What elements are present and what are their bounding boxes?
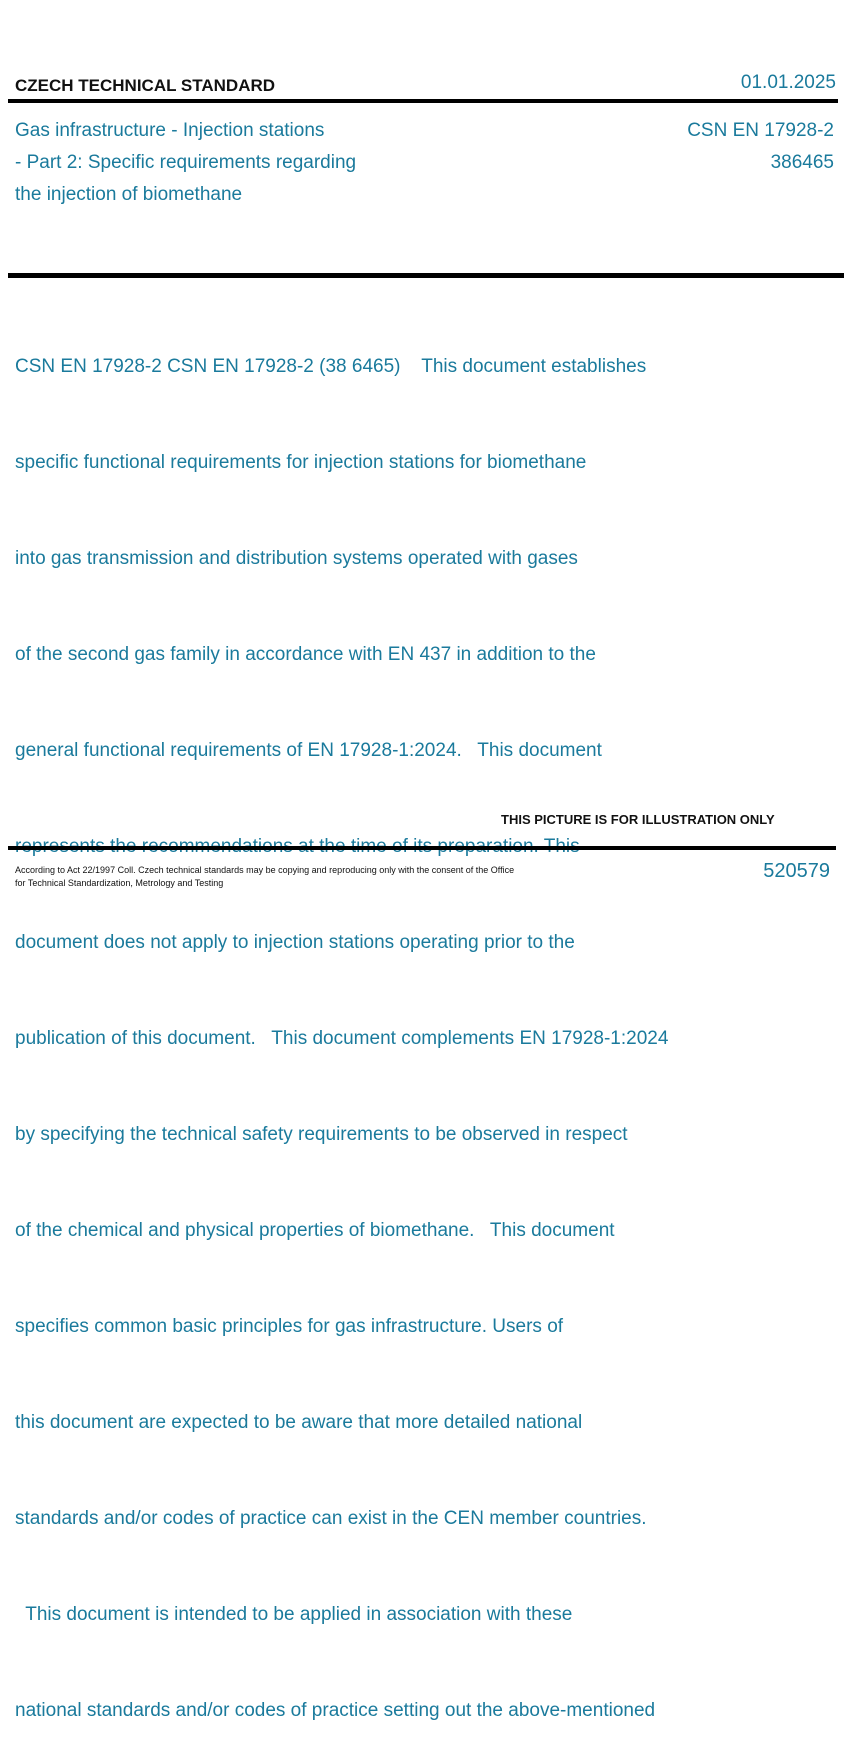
abstract-line: This document is intended to be applied in association with these xyxy=(15,1604,573,1625)
document-title xyxy=(15,115,435,211)
abstract-line: document does not apply to injection stations operating prior to the xyxy=(15,932,575,953)
standard-type-label: CZECH TECHNICAL STANDARD xyxy=(15,76,276,95)
standard-code: CSN EN 17928-2 xyxy=(687,120,834,141)
abstract-line: general functional requirements of EN 17928-1:2024. This document xyxy=(15,740,602,761)
legal-line: for Technical Standardization, Metrology and Testing xyxy=(15,878,224,888)
abstract-line: standards and/or codes of practice can exist in the CEN member countries. xyxy=(15,1508,647,1529)
header-divider xyxy=(8,99,838,103)
footer-divider xyxy=(8,846,836,850)
illustration-note: THIS PICTURE IS FOR ILLUSTRATION ONLY xyxy=(501,812,775,827)
abstract-line: CSN EN 17928-2 CSN EN 17928-2 (38 6465) This document establishes xyxy=(15,356,647,377)
publication-date: 01.01.2025 xyxy=(740,72,836,93)
abstract-line: specific functional requirements for injection stations for biomethane xyxy=(15,452,587,473)
abstract-line: national standards and/or codes of practice setting out the above-mentioned xyxy=(15,1700,656,1721)
title-line: the injection of biomethane xyxy=(15,184,243,205)
class-number: 386465 xyxy=(770,152,834,173)
abstract-text xyxy=(15,287,845,1759)
title-line: - Part 2: Specific requirements regarding xyxy=(15,152,357,173)
abstract-line: this document are expected to be aware that more detailed national xyxy=(15,1412,583,1433)
document-id: 520579 xyxy=(763,860,830,882)
abstract-line: specifies common basic principles for gas infrastructure. Users of xyxy=(15,1316,564,1337)
abstract-line: into gas transmission and distribution systems operated with gases xyxy=(15,548,578,569)
legal-line: According to Act 22/1997 Coll. Czech technical standards may be copying and reproducing only with the consent of the Office xyxy=(15,865,515,875)
abstract-line: by specifying the technical safety requirements to be observed in respect xyxy=(15,1124,628,1145)
legal-notice xyxy=(15,864,615,890)
abstract-line: of the second gas family in accordance with EN 437 in addition to the xyxy=(15,644,596,665)
abstract-line: publication of this document. This document complements EN 17928-1:2024 xyxy=(15,1028,669,1049)
title-line: Gas infrastructure - Injection stations xyxy=(15,120,325,141)
abstract-line: of the chemical and physical properties of biomethane. This document xyxy=(15,1220,615,1241)
standard-identifiers xyxy=(687,115,834,179)
title-divider xyxy=(8,273,844,278)
